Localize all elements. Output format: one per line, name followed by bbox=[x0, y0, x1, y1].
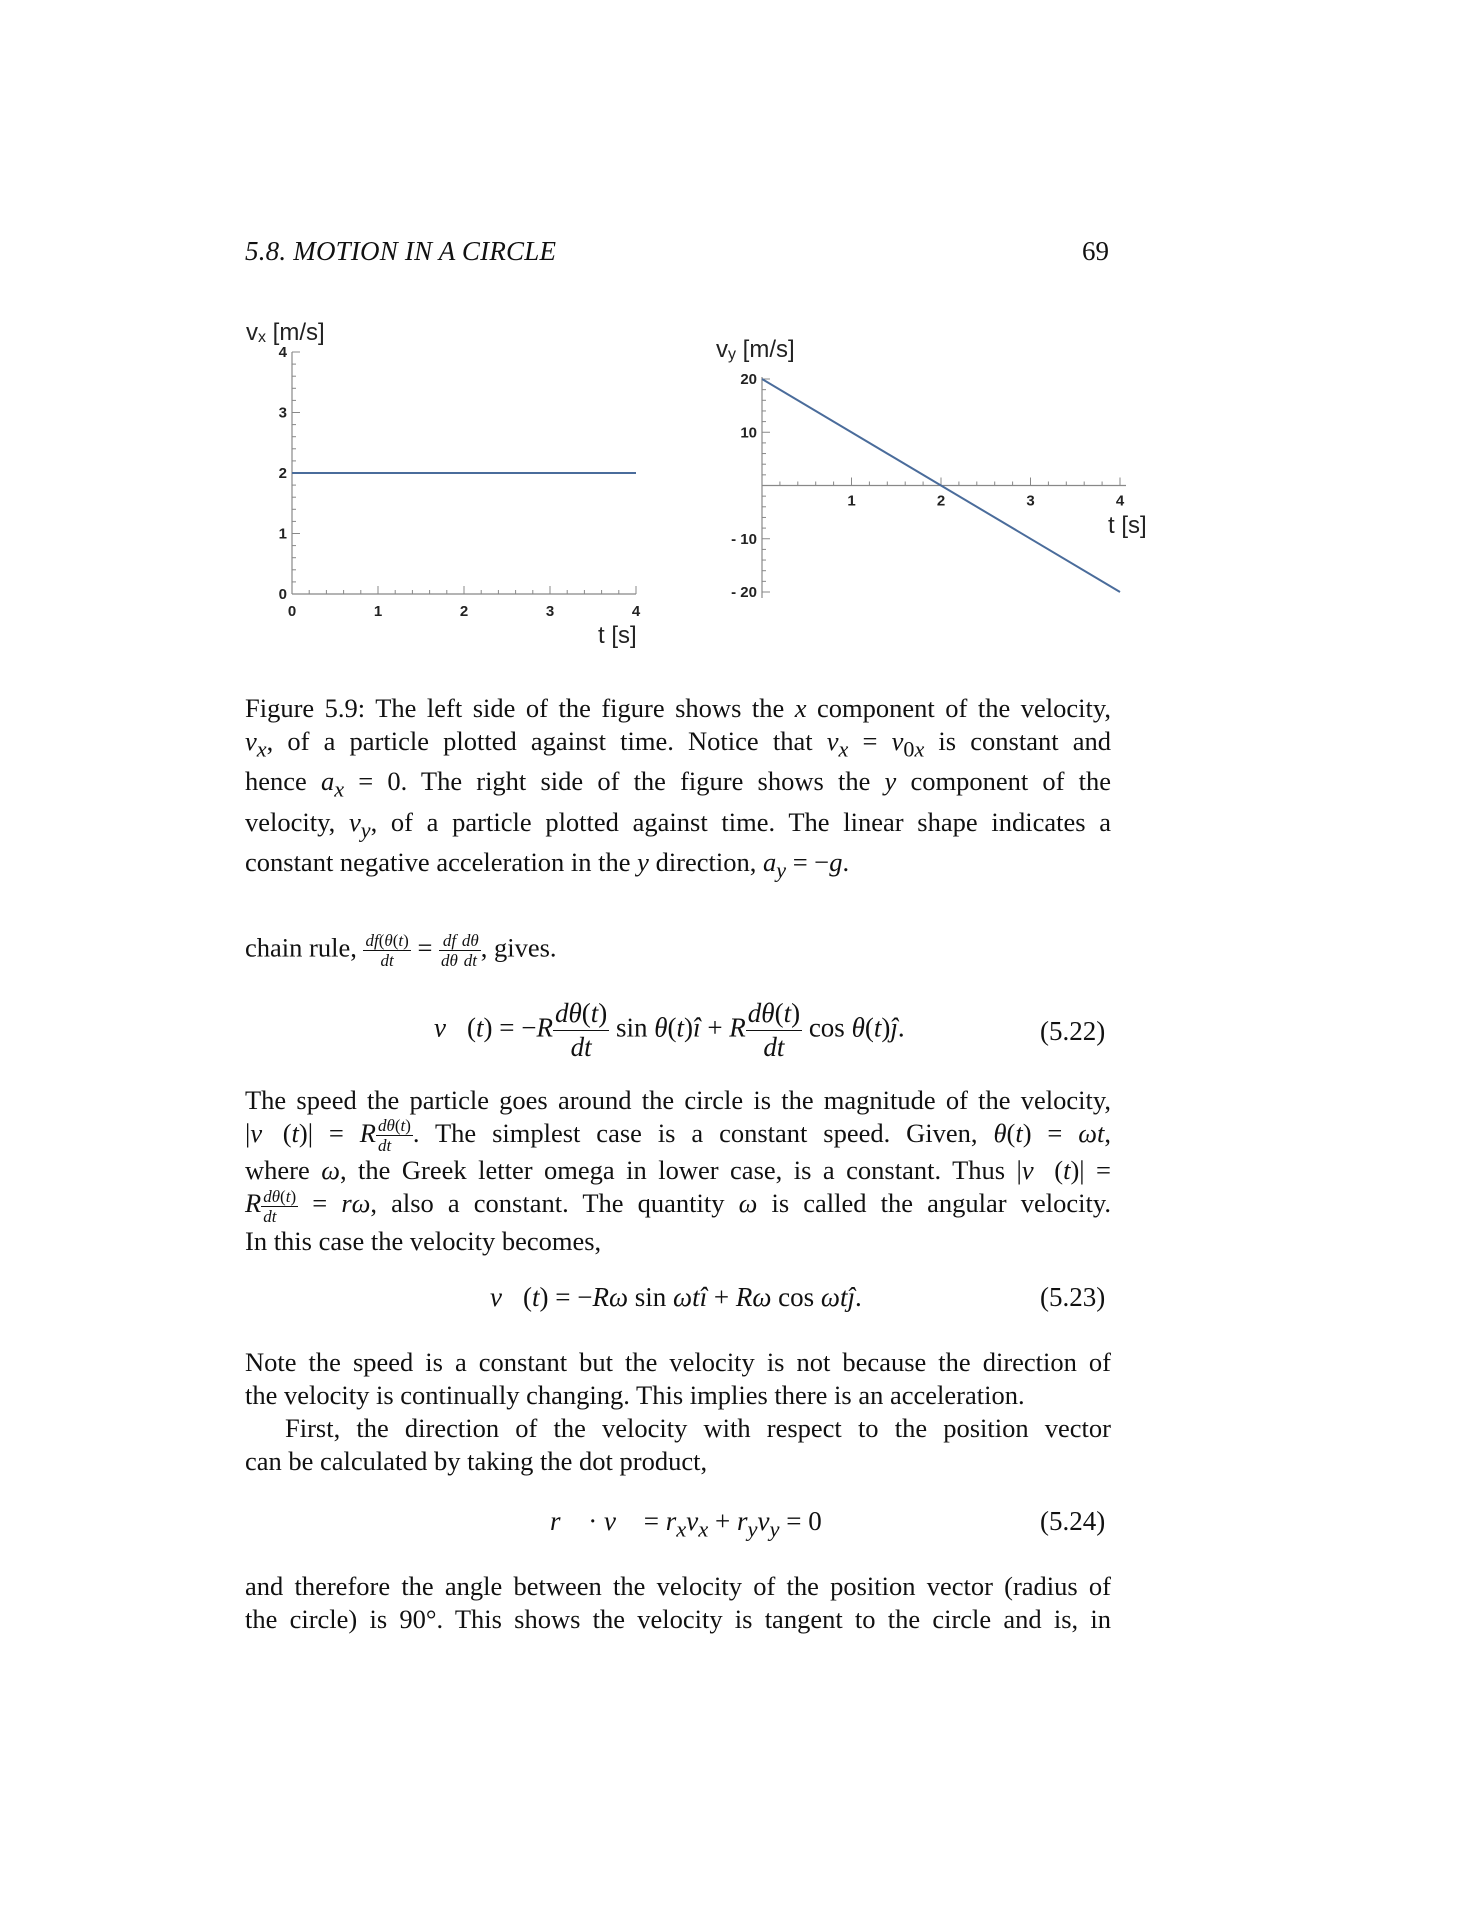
chain-rule-suffix: , gives. bbox=[480, 932, 557, 963]
x-tick-label: 3 bbox=[1026, 492, 1035, 510]
y-tick-label: - 20 bbox=[731, 584, 757, 601]
equation-number: (5.24) bbox=[1040, 1506, 1106, 1536]
y-tick-label: - 10 bbox=[731, 530, 757, 548]
velocity-charts bbox=[0, 300, 1484, 660]
equation-5-22: v⃗(t) = −R $\frac{d\theta(t)}{dt}$ sin θ(t)î + R $\frac{d\theta(t)}{dt}$ cos θ(t)ĵ. bbox=[434, 998, 905, 1062]
equation-5-24: r⃗ · v⃗ = $r_xv_x + r_yv_y = 0$ bbox=[550, 1506, 822, 1542]
caption-line: velocity, $v_y$, of a particle plotted against time. The linear shape indicates a bbox=[245, 806, 1112, 842]
y-tick-label: 4 bbox=[278, 344, 287, 361]
vy-chart bbox=[716, 336, 1147, 601]
x-tick-label: 1 bbox=[373, 603, 383, 620]
running-header: 5.8. MOTION IN A CIRCLE bbox=[245, 236, 557, 266]
x-tick-label: 4 bbox=[631, 603, 641, 620]
figure-caption bbox=[245, 692, 1111, 886]
caption-line: hence $a_x = 0$. The right side of the figure shows the y component of the bbox=[245, 766, 1112, 802]
y-tick-label: 0 bbox=[278, 586, 287, 603]
equation-number: (5.23) bbox=[1040, 1282, 1106, 1312]
x-tick-label: 2 bbox=[936, 492, 946, 510]
x-tick-label: 3 bbox=[545, 603, 555, 620]
equation-number: (5.22) bbox=[1040, 1016, 1106, 1046]
vx-chart bbox=[246, 319, 641, 649]
paragraph-note: Note the speed is a constant but the velocity is not because the direction of the velocity is continually changing. This implies there is an acceleration. First, the direction of the velocity with respect to the position vector can be calculated by taking the dot product, bbox=[245, 1347, 1111, 1476]
caption-line: $v_x$, of a particle plotted against time. Notice that $v_x = v_{0x}$ is constant and bbox=[245, 726, 1112, 762]
y-axis-label: vy [m/s] bbox=[716, 336, 795, 363]
x-tick-label: 0 bbox=[287, 603, 297, 620]
y-tick-label: 20 bbox=[740, 371, 757, 388]
page-number: 69 bbox=[1082, 236, 1109, 266]
y-axis-label: vx [m/s] bbox=[246, 319, 325, 346]
equation-5-23: v⃗(t) = −Rω sin ωtî + Rω cos ωtĵ. bbox=[490, 1282, 862, 1312]
y-tick-label: 2 bbox=[278, 465, 287, 482]
paragraph-final: and therefore the angle between the velocity of the position vector (radius of the circle) is 90°. This shows the velocity is tangent to the circle and is, in bbox=[245, 1571, 1111, 1634]
y-tick-label: 1 bbox=[278, 525, 287, 543]
chain-rule-prefix: chain rule, bbox=[245, 932, 364, 963]
x-tick-label: 1 bbox=[847, 492, 856, 510]
paragraph-speed: The speed the particle goes around the circle is the magnitude of the velocity, |v⃗(t)| = R $\frac{d\theta(t)}{dt}$ . The simplest case is a constant speed. Given, θ(t) = ωt, where ω, the Greek letter omega in lower case, is a constant. Thus |v⃗(t)| = R $\frac{d\theta(t)}{dt}$ = rω, also a constant. The quantity ω is called the angular velocity. In this case the velocity becomes, bbox=[245, 1085, 1111, 1256]
x-axis-label: t [s] bbox=[598, 622, 637, 649]
x-tick-label: 4 bbox=[1115, 492, 1125, 510]
x-tick-label: 2 bbox=[459, 603, 469, 620]
y-tick-label: 3 bbox=[278, 404, 287, 422]
caption-line: Figure 5.9: The left side of the figure shows the x component of the velocity, bbox=[245, 693, 1111, 723]
x-axis-label: t [s] bbox=[1108, 512, 1147, 539]
caption-line: constant negative acceleration in the y direction, $a_y = -g$. bbox=[245, 846, 850, 883]
chain-rule-line: chain rule, $\frac{df(\theta(t)}{dt}$ = $\frac{df}{d\theta}$ $\frac{d\theta}{dt}$ , gives. bbox=[245, 931, 557, 970]
y-tick-label: 10 bbox=[740, 424, 757, 442]
